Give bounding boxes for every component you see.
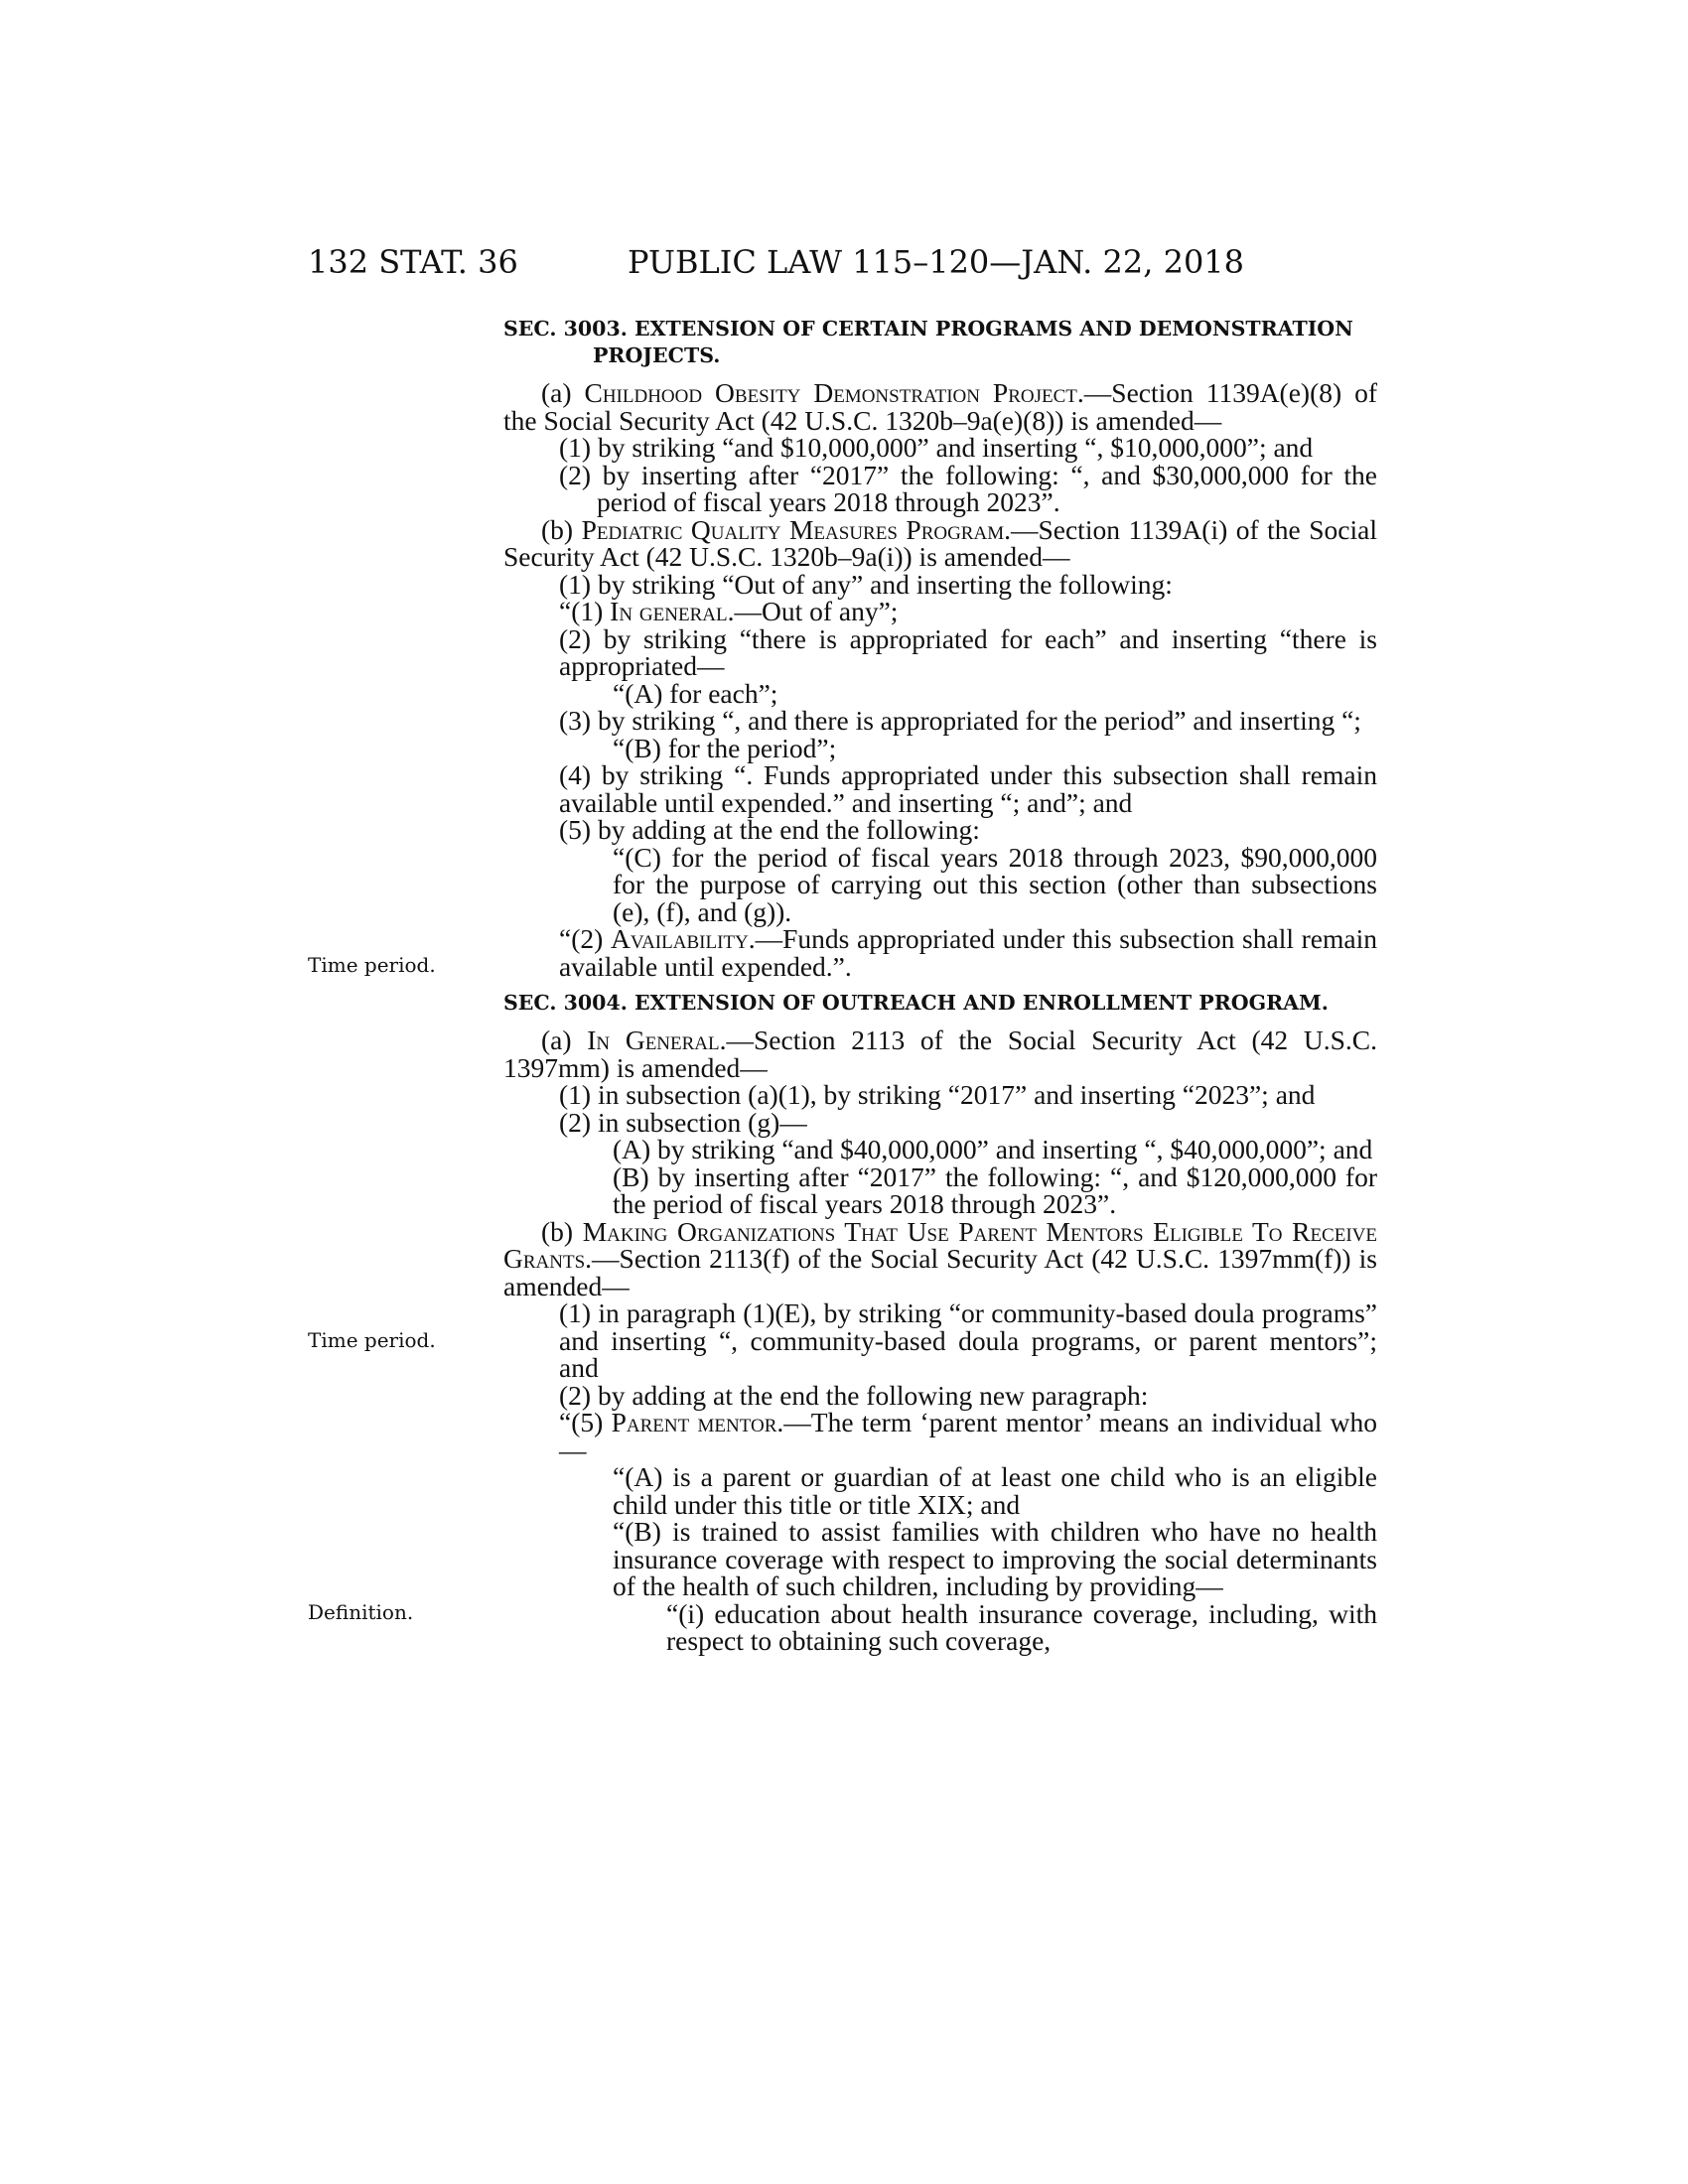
page-running-title: PUBLIC LAW 115–120—JAN. 22, 2018 [628, 243, 1245, 281]
subsection-label: (a) [541, 1024, 572, 1055]
sec3004-a-paragraph-2-clause-a: (A) by striking “and $40,000,000” and inserting “, $40,000,000”; and [613, 1134, 1373, 1164]
sec3003-b-paragraph-4: (4) by striking “. Funds appropriated under this subsection shall remain available until expended.” and inserting “; and”; and [559, 759, 1377, 818]
subsection-title: Pediatric Quality Measures Program [581, 513, 1005, 545]
sec3004-a-paragraph-2: (2) in subsection (g)— [559, 1106, 807, 1138]
sec3003-b-paragraph-3-quote: “(B) for the period”; [613, 732, 837, 763]
quote-title: Parent mentor [611, 1407, 777, 1437]
subsection-text: .—Section 2113(f) of the Social Security Act (42 U.S.C. 1397mm(f)) is amended— [503, 1243, 1377, 1301]
sec3003-b-paragraph-3: (3) by striking “, and there is appropriated for the period” and inserting “; [559, 705, 1361, 736]
subsection-label: (b) [541, 1215, 574, 1247]
sec3004-subsection-b [503, 1215, 1377, 1301]
quote-text: .—Funds appropriated under this subsection shall remain available until expended.”. [559, 923, 1378, 982]
subsection-text: .—Section 1139A(i) of the Social Security Act (42 U.S.C. 1320b–9a(i)) is amended— [503, 513, 1377, 572]
section-3003-heading: SEC. 3003. EXTENSION OF CERTAIN PROGRAMS AND DEMONSTRATION PROJECTS. [503, 317, 1353, 367]
quote-label: “(2) [559, 923, 604, 954]
sec3003-b-paragraph-1: (1) by striking “Out of any” and inserting the following: [559, 568, 1173, 600]
subsection-text: .—Section 2113 of the Social Security Act (42 U.S.C. 1397mm) is amended— [503, 1024, 1378, 1083]
sec3004-a-paragraph-1: (1) in subsection (a)(1), by striking “2017” and inserting “2023”; and [559, 1079, 1316, 1110]
quote-label: “(1) [559, 596, 604, 626]
subsection-title: Making Organizations That Use Parent Mentors Eligible To Receive Grants [503, 1215, 1377, 1274]
quote-title: Availability [610, 923, 749, 954]
quote-label: “(5) [559, 1407, 604, 1437]
quote-title: In general [610, 596, 728, 626]
sec3004-b-paragraph-1: (1) in paragraph (1)(E), by striking “or community-based doula programs” and inserting “, community-based doula programs, or parent mentors”; and [559, 1297, 1377, 1383]
sec3003-b-paragraph-5-availability [503, 925, 1377, 980]
sec3003-b-paragraph-5: (5) by adding at the end the following: [559, 814, 980, 845]
margin-note-time-period-1: Time period. [308, 953, 436, 977]
sec3004-subsection-a [503, 1026, 1377, 1081]
sec3003-b-paragraph-2 [503, 622, 1377, 681]
margin-note-definition: Definition. [308, 1600, 414, 1624]
sec3004-b-paragraph-2-definition [503, 1409, 1377, 1463]
margin-note-time-period-2: Time period. [308, 1328, 436, 1352]
quote-text: .—Out of any”; [727, 596, 899, 626]
sec3004-b-definition-clause-b: “(B) is trained to assist families with children who have no health insurance coverage with respect to improving the social determinants of the health of such children, including by providing— [613, 1516, 1377, 1601]
section-gap [503, 980, 1377, 990]
sec3004-b-paragraph-2: (2) by adding at the end the following new paragraph: [559, 1379, 1149, 1411]
sec3004-a-paragraph-2-clause-b: (B) by inserting after “2017” the following: “, and $120,000,000 for the period of fiscal years 2018 through 2023”. [613, 1160, 1377, 1219]
paragraph-text: (2) by striking “there is appropriated for each” and inserting “there is appropriated— [559, 622, 1377, 681]
subsection-text: .—Section 1139A(e)(8) of the Social Security Act (42 U.S.C. 1320b–9a(e)(8)) is amended— [503, 377, 1377, 436]
subsection-label: (b) [541, 513, 574, 545]
sec3003-a-paragraph-1: (1) by striking “and $10,000,000” and inserting “, $10,000,000”; and [559, 432, 1314, 463]
sec3003-subsection-b [503, 513, 1377, 572]
quote-text: .—The term ‘parent mentor’ means an individual who— [559, 1407, 1378, 1465]
document-body [503, 316, 1377, 1655]
sec3003-b-paragraph-1-quote [503, 598, 1377, 625]
sec3004-b-definition-clause-b-i: “(i) education about health insurance coverage, including, with respect to obtaining such coverage, [666, 1597, 1377, 1656]
sec3003-b-paragraph-5-clause-c: “(C) for the period of fiscal years 2018 through 2023, $90,000,000 for the purpose of carrying out this section (other than subsections (e), (f), and (g)). [613, 841, 1377, 927]
sec3003-b-paragraph-2-quote: “(A) for each”; [613, 677, 778, 709]
subsection-title: In General [587, 1024, 720, 1055]
sec3003-subsection-a [503, 379, 1377, 434]
subsection-title: Childhood Obesity Demonstration Project [584, 377, 1077, 408]
sec3003-a-paragraph-2: (2) by inserting after “2017” the following: “, and $30,000,000 for the period of fiscal years 2018 through 2023”. [559, 459, 1377, 517]
section-3004-heading: SEC. 3004. EXTENSION OF OUTREACH AND ENROLLMENT PROGRAM. [503, 991, 1329, 1015]
subsection-label: (a) [541, 377, 572, 408]
page-stat-citation: 132 STAT. 36 [308, 243, 518, 281]
sec3004-b-definition-clause-a: “(A) is a parent or guardian of at least one child who is an eligible child under this title or title XIX; and [613, 1461, 1377, 1520]
